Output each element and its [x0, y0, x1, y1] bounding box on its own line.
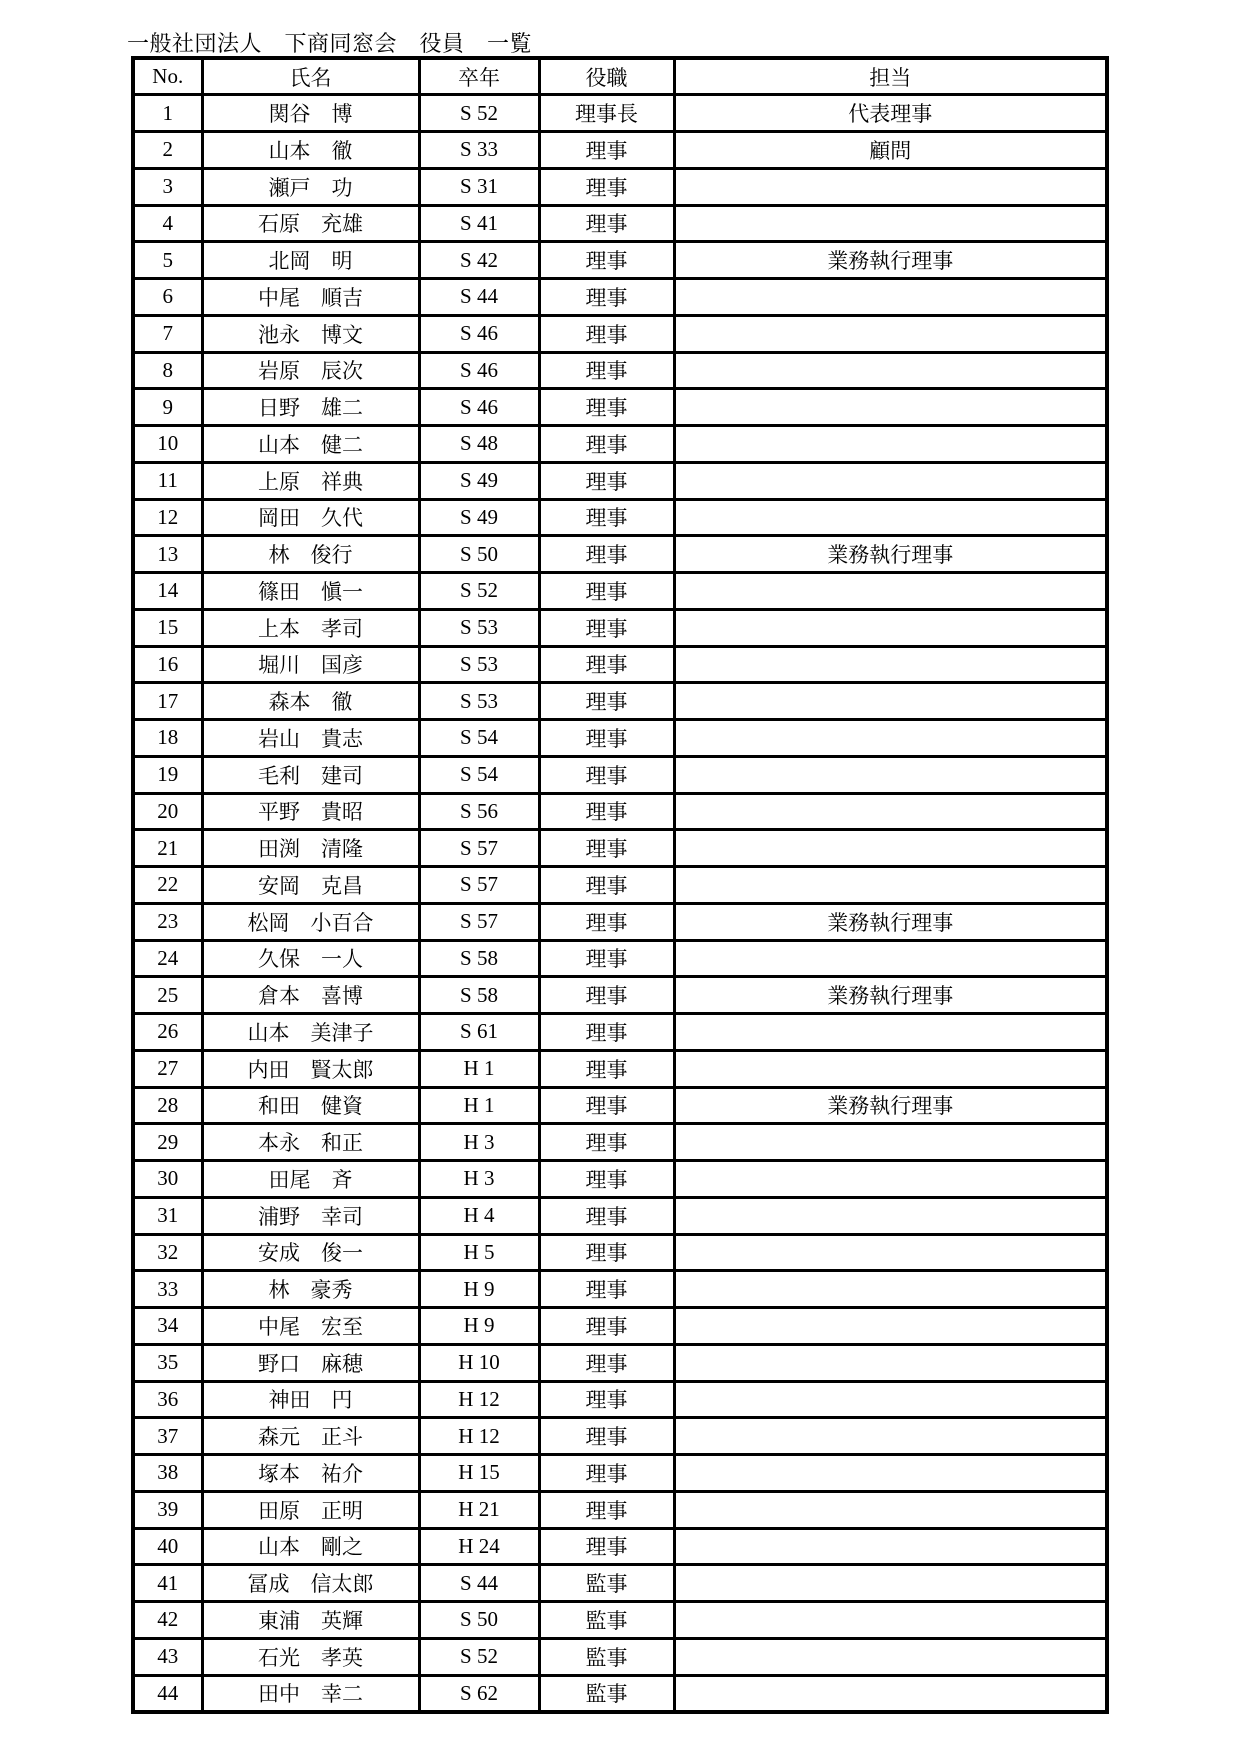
- cell-no: 26: [133, 1014, 202, 1051]
- cell-duty: [674, 279, 1107, 316]
- cell-name: 岩山 貴志: [202, 720, 419, 757]
- cell-no: 24: [133, 940, 202, 977]
- header-cell-duty: 担当: [674, 58, 1107, 95]
- cell-year: H 12: [419, 1381, 539, 1418]
- cell-position: 理事: [539, 940, 674, 977]
- cell-position: 理事: [539, 683, 674, 720]
- cell-no: 14: [133, 573, 202, 610]
- cell-year: S 57: [419, 903, 539, 940]
- cell-position: 理事: [539, 536, 674, 573]
- cell-name: 安岡 克昌: [202, 867, 419, 904]
- cell-year: S 48: [419, 426, 539, 463]
- cell-year: S 53: [419, 609, 539, 646]
- cell-name: 堀川 国彦: [202, 646, 419, 683]
- cell-year: S 58: [419, 977, 539, 1014]
- cell-year: H 3: [419, 1161, 539, 1198]
- cell-name: 神田 円: [202, 1381, 419, 1418]
- cell-no: 7: [133, 315, 202, 352]
- cell-no: 38: [133, 1455, 202, 1492]
- cell-year: S 49: [419, 499, 539, 536]
- cell-name: 北岡 明: [202, 242, 419, 279]
- cell-position: 理事: [539, 1271, 674, 1308]
- cell-duty: [674, 315, 1107, 352]
- cell-duty: [674, 1308, 1107, 1345]
- table-row: [133, 389, 1107, 426]
- cell-year: S 62: [419, 1675, 539, 1712]
- cell-name: 田中 幸二: [202, 1675, 419, 1712]
- cell-no: 44: [133, 1675, 202, 1712]
- cell-duty: [674, 1491, 1107, 1528]
- cell-position: 理事: [539, 389, 674, 426]
- cell-name: 上原 祥典: [202, 462, 419, 499]
- table-row: [133, 1528, 1107, 1565]
- cell-year: S 52: [419, 1638, 539, 1675]
- table-row: [133, 793, 1107, 830]
- table-row: [133, 867, 1107, 904]
- cell-name: 篠田 愼一: [202, 573, 419, 610]
- cell-no: 11: [133, 462, 202, 499]
- cell-duty: 業務執行理事: [674, 903, 1107, 940]
- table-row: [133, 168, 1107, 205]
- cell-position: 理事: [539, 168, 674, 205]
- cell-position: 理事: [539, 352, 674, 389]
- table-row: [133, 499, 1107, 536]
- table-row: [133, 1161, 1107, 1198]
- cell-year: H 3: [419, 1124, 539, 1161]
- table-row: [133, 1675, 1107, 1712]
- cell-position: 理事: [539, 756, 674, 793]
- table-row: [133, 1565, 1107, 1602]
- cell-year: H 24: [419, 1528, 539, 1565]
- cell-year: H 12: [419, 1418, 539, 1455]
- table-row: [133, 1050, 1107, 1087]
- cell-no: 23: [133, 903, 202, 940]
- table-body: [133, 95, 1107, 1712]
- cell-name: 東浦 英輝: [202, 1602, 419, 1639]
- cell-year: H 4: [419, 1197, 539, 1234]
- table-row: [133, 1455, 1107, 1492]
- cell-position: 理事: [539, 867, 674, 904]
- cell-position: 理事長: [539, 95, 674, 132]
- cell-no: 17: [133, 683, 202, 720]
- cell-no: 12: [133, 499, 202, 536]
- cell-no: 42: [133, 1602, 202, 1639]
- cell-name: 冨成 信太郎: [202, 1565, 419, 1602]
- cell-year: H 15: [419, 1455, 539, 1492]
- cell-duty: 業務執行理事: [674, 536, 1107, 573]
- cell-year: S 57: [419, 830, 539, 867]
- cell-duty: [674, 1271, 1107, 1308]
- table-row: [133, 756, 1107, 793]
- cell-duty: [674, 1124, 1107, 1161]
- cell-name: 中尾 順吉: [202, 279, 419, 316]
- cell-name: 田原 正明: [202, 1491, 419, 1528]
- cell-no: 6: [133, 279, 202, 316]
- table-row: [133, 279, 1107, 316]
- cell-position: 理事: [539, 1197, 674, 1234]
- cell-duty: [674, 609, 1107, 646]
- cell-year: H 1: [419, 1087, 539, 1124]
- cell-position: 理事: [539, 609, 674, 646]
- cell-name: 山本 美津子: [202, 1014, 419, 1051]
- cell-year: S 54: [419, 756, 539, 793]
- cell-year: S 49: [419, 462, 539, 499]
- cell-duty: [674, 499, 1107, 536]
- cell-no: 31: [133, 1197, 202, 1234]
- cell-year: H 9: [419, 1308, 539, 1345]
- cell-name: 岩原 辰次: [202, 352, 419, 389]
- cell-year: S 42: [419, 242, 539, 279]
- cell-duty: [674, 1528, 1107, 1565]
- cell-duty: [674, 1638, 1107, 1675]
- cell-year: H 5: [419, 1234, 539, 1271]
- cell-position: 理事: [539, 830, 674, 867]
- cell-year: S 46: [419, 315, 539, 352]
- cell-duty: [674, 1565, 1107, 1602]
- cell-position: 理事: [539, 1161, 674, 1198]
- cell-no: 33: [133, 1271, 202, 1308]
- cell-name: 浦野 幸司: [202, 1197, 419, 1234]
- table-row: [133, 315, 1107, 352]
- cell-position: 理事: [539, 903, 674, 940]
- cell-name: 関谷 博: [202, 95, 419, 132]
- cell-position: 監事: [539, 1602, 674, 1639]
- table-row: [133, 1014, 1107, 1051]
- table-row: [133, 95, 1107, 132]
- cell-year: H 9: [419, 1271, 539, 1308]
- cell-year: H 1: [419, 1050, 539, 1087]
- cell-position: 理事: [539, 793, 674, 830]
- cell-position: 理事: [539, 977, 674, 1014]
- table-row: [133, 903, 1107, 940]
- cell-position: 監事: [539, 1675, 674, 1712]
- cell-no: 22: [133, 867, 202, 904]
- cell-duty: 顧問: [674, 132, 1107, 169]
- officers-table: [131, 56, 1109, 1714]
- cell-no: 4: [133, 205, 202, 242]
- cell-no: 32: [133, 1234, 202, 1271]
- cell-no: 27: [133, 1050, 202, 1087]
- cell-year: H 21: [419, 1491, 539, 1528]
- cell-name: 本永 和正: [202, 1124, 419, 1161]
- cell-position: 理事: [539, 279, 674, 316]
- cell-name: 石原 充雄: [202, 205, 419, 242]
- cell-no: 37: [133, 1418, 202, 1455]
- table-row: [133, 720, 1107, 757]
- cell-name: 久保 一人: [202, 940, 419, 977]
- cell-no: 43: [133, 1638, 202, 1675]
- cell-position: 理事: [539, 1014, 674, 1051]
- header-cell-position: 役職: [539, 58, 674, 95]
- cell-duty: 業務執行理事: [674, 977, 1107, 1014]
- table-row: [133, 462, 1107, 499]
- cell-position: 理事: [539, 1308, 674, 1345]
- header-cell-year: 卒年: [419, 58, 539, 95]
- table-row: [133, 1381, 1107, 1418]
- cell-name: 山本 徹: [202, 132, 419, 169]
- table-row: [133, 1344, 1107, 1381]
- cell-duty: [674, 867, 1107, 904]
- cell-year: S 53: [419, 646, 539, 683]
- cell-duty: [674, 756, 1107, 793]
- cell-no: 39: [133, 1491, 202, 1528]
- cell-year: S 52: [419, 95, 539, 132]
- cell-no: 18: [133, 720, 202, 757]
- cell-name: 安成 俊一: [202, 1234, 419, 1271]
- cell-position: 理事: [539, 1381, 674, 1418]
- cell-position: 理事: [539, 646, 674, 683]
- cell-duty: [674, 1197, 1107, 1234]
- cell-duty: [674, 205, 1107, 242]
- cell-position: 理事: [539, 242, 674, 279]
- cell-no: 20: [133, 793, 202, 830]
- cell-name: 山本 剛之: [202, 1528, 419, 1565]
- cell-duty: [674, 168, 1107, 205]
- cell-no: 25: [133, 977, 202, 1014]
- cell-name: 毛利 建司: [202, 756, 419, 793]
- cell-no: 15: [133, 609, 202, 646]
- table-row: [133, 1308, 1107, 1345]
- cell-position: 理事: [539, 1418, 674, 1455]
- table-row: [133, 646, 1107, 683]
- cell-year: S 46: [419, 352, 539, 389]
- cell-duty: [674, 1381, 1107, 1418]
- cell-year: S 61: [419, 1014, 539, 1051]
- cell-position: 理事: [539, 315, 674, 352]
- cell-position: 理事: [539, 1124, 674, 1161]
- cell-year: S 41: [419, 205, 539, 242]
- table-row: [133, 1418, 1107, 1455]
- header-row: [133, 58, 1107, 95]
- cell-year: S 56: [419, 793, 539, 830]
- table-row: [133, 1197, 1107, 1234]
- cell-no: 16: [133, 646, 202, 683]
- cell-no: 1: [133, 95, 202, 132]
- cell-duty: [674, 793, 1107, 830]
- cell-duty: 業務執行理事: [674, 242, 1107, 279]
- cell-name: 野口 麻穂: [202, 1344, 419, 1381]
- cell-no: 35: [133, 1344, 202, 1381]
- cell-name: 日野 雄二: [202, 389, 419, 426]
- cell-position: 理事: [539, 573, 674, 610]
- cell-duty: [674, 389, 1107, 426]
- cell-duty: [674, 1455, 1107, 1492]
- cell-position: 理事: [539, 1234, 674, 1271]
- cell-position: 理事: [539, 1050, 674, 1087]
- cell-name: 中尾 宏至: [202, 1308, 419, 1345]
- cell-name: 石光 孝英: [202, 1638, 419, 1675]
- cell-position: 理事: [539, 132, 674, 169]
- cell-name: 山本 健二: [202, 426, 419, 463]
- cell-no: 36: [133, 1381, 202, 1418]
- cell-no: 5: [133, 242, 202, 279]
- cell-name: 田尾 斉: [202, 1161, 419, 1198]
- cell-year: S 52: [419, 573, 539, 610]
- cell-no: 2: [133, 132, 202, 169]
- table-row: [133, 1234, 1107, 1271]
- cell-no: 13: [133, 536, 202, 573]
- cell-no: 21: [133, 830, 202, 867]
- cell-year: S 33: [419, 132, 539, 169]
- table-row: [133, 1087, 1107, 1124]
- cell-duty: [674, 426, 1107, 463]
- cell-year: S 50: [419, 536, 539, 573]
- table-row: [133, 1124, 1107, 1161]
- cell-duty: 代表理事: [674, 95, 1107, 132]
- cell-duty: 業務執行理事: [674, 1087, 1107, 1124]
- cell-duty: [674, 1234, 1107, 1271]
- cell-name: 林 俊行: [202, 536, 419, 573]
- header-cell-name: 氏名: [202, 58, 419, 95]
- table-row: [133, 940, 1107, 977]
- cell-duty: [674, 352, 1107, 389]
- cell-year: S 50: [419, 1602, 539, 1639]
- cell-name: 瀬戸 功: [202, 168, 419, 205]
- cell-name: 和田 健資: [202, 1087, 419, 1124]
- cell-duty: [674, 683, 1107, 720]
- cell-name: 森元 正斗: [202, 1418, 419, 1455]
- cell-no: 40: [133, 1528, 202, 1565]
- cell-year: S 54: [419, 720, 539, 757]
- cell-no: 41: [133, 1565, 202, 1602]
- table-row: [133, 205, 1107, 242]
- cell-year: S 58: [419, 940, 539, 977]
- cell-name: 池永 博文: [202, 315, 419, 352]
- cell-year: H 10: [419, 1344, 539, 1381]
- cell-name: 倉本 喜博: [202, 977, 419, 1014]
- cell-name: 岡田 久代: [202, 499, 419, 536]
- table-row: [133, 609, 1107, 646]
- table-row: [133, 1491, 1107, 1528]
- cell-duty: [674, 573, 1107, 610]
- cell-no: 10: [133, 426, 202, 463]
- header-cell-no: No.: [133, 58, 202, 95]
- cell-year: S 53: [419, 683, 539, 720]
- cell-duty: [674, 1602, 1107, 1639]
- cell-name: 内田 賢太郎: [202, 1050, 419, 1087]
- cell-name: 森本 徹: [202, 683, 419, 720]
- cell-position: 理事: [539, 1528, 674, 1565]
- cell-duty: [674, 1050, 1107, 1087]
- table-row: [133, 426, 1107, 463]
- cell-no: 28: [133, 1087, 202, 1124]
- table-row: [133, 683, 1107, 720]
- cell-no: 19: [133, 756, 202, 793]
- cell-duty: [674, 646, 1107, 683]
- cell-name: 田渕 清隆: [202, 830, 419, 867]
- cell-position: 理事: [539, 1087, 674, 1124]
- cell-duty: [674, 720, 1107, 757]
- cell-position: 理事: [539, 720, 674, 757]
- cell-duty: [674, 1344, 1107, 1381]
- cell-no: 29: [133, 1124, 202, 1161]
- cell-year: S 44: [419, 1565, 539, 1602]
- table-row: [133, 132, 1107, 169]
- cell-duty: [674, 1014, 1107, 1051]
- cell-duty: [674, 830, 1107, 867]
- cell-position: 理事: [539, 499, 674, 536]
- cell-position: 理事: [539, 205, 674, 242]
- cell-no: 30: [133, 1161, 202, 1198]
- table-row: [133, 242, 1107, 279]
- cell-name: 林 豪秀: [202, 1271, 419, 1308]
- table-row: [133, 830, 1107, 867]
- cell-name: 松岡 小百合: [202, 903, 419, 940]
- cell-position: 監事: [539, 1638, 674, 1675]
- cell-position: 理事: [539, 462, 674, 499]
- cell-name: 平野 貴昭: [202, 793, 419, 830]
- cell-position: 監事: [539, 1565, 674, 1602]
- table-row: [133, 352, 1107, 389]
- cell-no: 3: [133, 168, 202, 205]
- cell-duty: [674, 1675, 1107, 1712]
- table-row: [133, 573, 1107, 610]
- cell-position: 理事: [539, 1455, 674, 1492]
- cell-duty: [674, 940, 1107, 977]
- table-row: [133, 977, 1107, 1014]
- cell-position: 理事: [539, 426, 674, 463]
- cell-year: S 57: [419, 867, 539, 904]
- cell-year: S 46: [419, 389, 539, 426]
- cell-no: 34: [133, 1308, 202, 1345]
- page-title: 一般社団法人 下商同窓会 役員 一覧: [127, 31, 533, 56]
- table-row: [133, 536, 1107, 573]
- cell-duty: [674, 1418, 1107, 1455]
- cell-duty: [674, 462, 1107, 499]
- cell-position: 理事: [539, 1344, 674, 1381]
- table-row: [133, 1638, 1107, 1675]
- cell-no: 9: [133, 389, 202, 426]
- table-row: [133, 1271, 1107, 1308]
- cell-duty: [674, 1161, 1107, 1198]
- cell-position: 理事: [539, 1491, 674, 1528]
- cell-name: 塚本 祐介: [202, 1455, 419, 1492]
- table-row: [133, 1602, 1107, 1639]
- cell-year: S 44: [419, 279, 539, 316]
- cell-no: 8: [133, 352, 202, 389]
- cell-name: 上本 孝司: [202, 609, 419, 646]
- cell-year: S 31: [419, 168, 539, 205]
